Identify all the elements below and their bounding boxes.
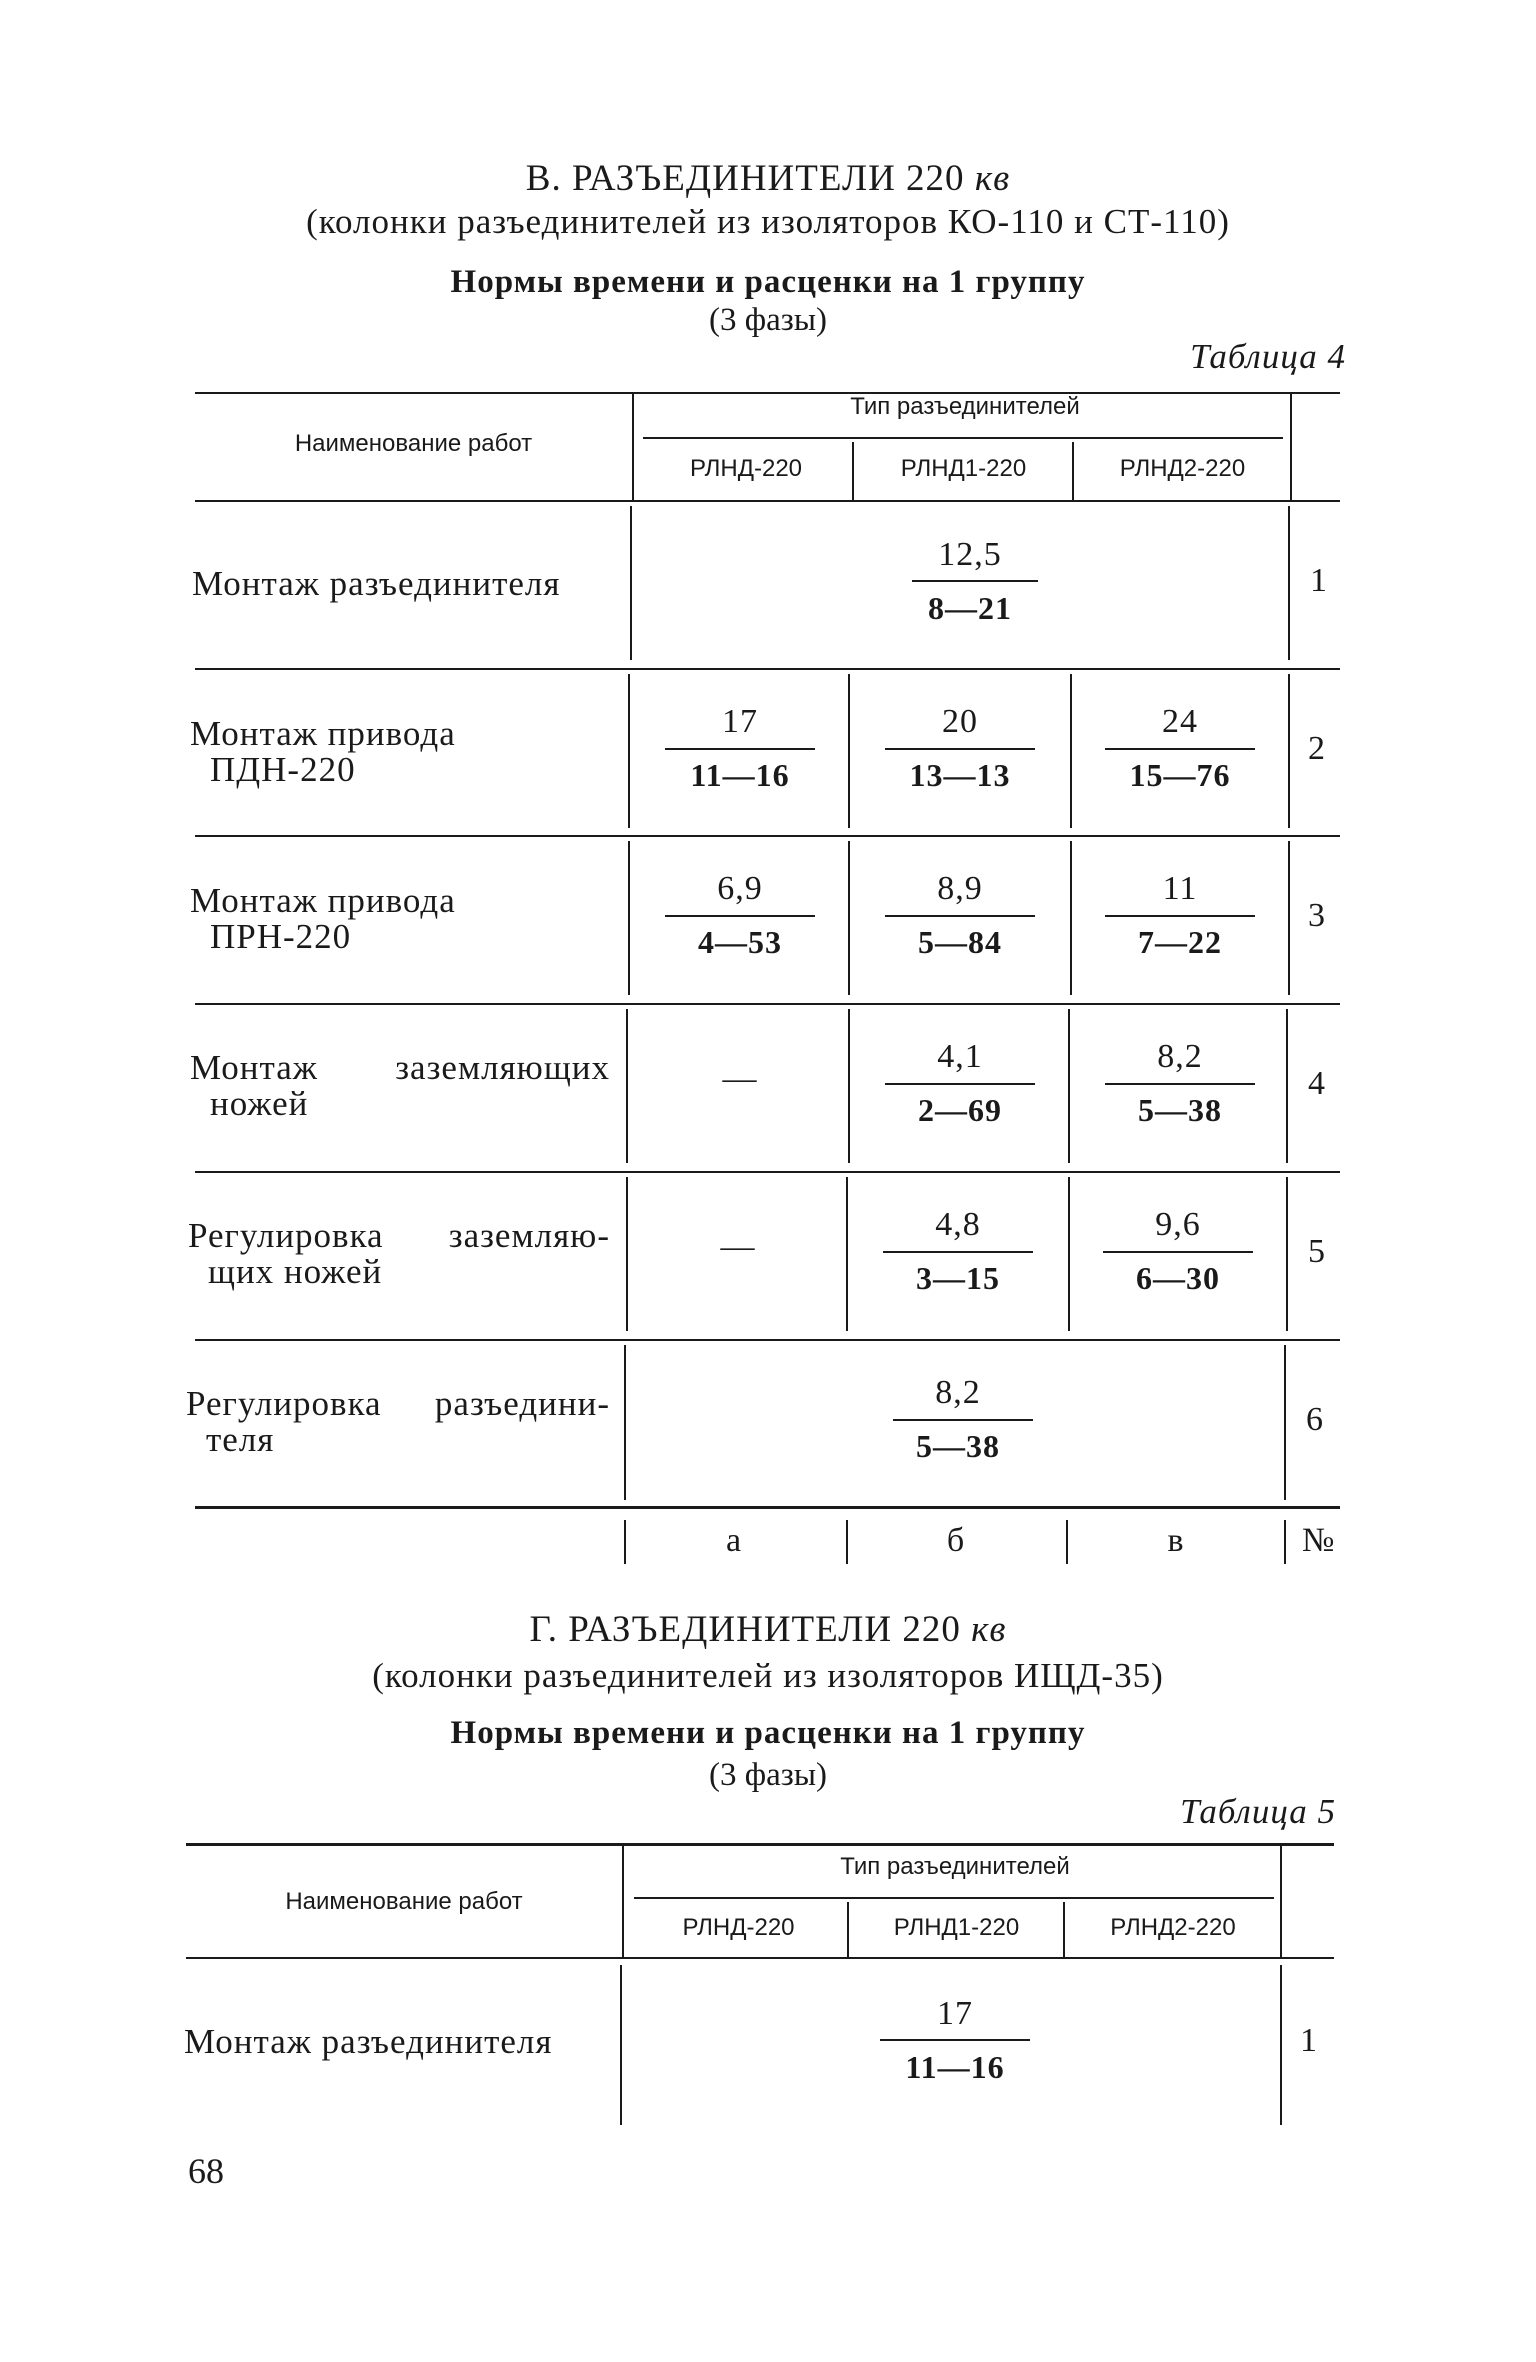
column-letter: в	[1167, 1522, 1185, 1559]
page-number: 68	[188, 2151, 224, 2191]
section-g-phases: (3 фазы)	[709, 1757, 827, 1793]
rate-denominator: 11—16	[690, 757, 790, 793]
section-v-title: В. РАЗЪЕДИНИТЕЛИ 220 кв	[525, 158, 1011, 199]
rate-numerator: 8,9	[937, 870, 983, 907]
table-4-label: Таблица 4	[1190, 337, 1346, 376]
column-header-type: Тип разъединителей	[840, 1853, 1070, 1880]
rate-denominator: 2—69	[918, 1092, 1002, 1128]
row-number: 1	[1310, 562, 1327, 599]
rate-denominator: 5—38	[916, 1428, 1000, 1464]
rate-denominator: 3—15	[916, 1260, 1000, 1296]
work-name: Регулировка разъедини- теля	[186, 1384, 610, 1459]
section-v-norms: Нормы времени и расценки на 1 группу	[450, 264, 1086, 300]
rate-denominator: 5—38	[1138, 1092, 1222, 1128]
type-header-rlnd1: РЛНД1-220	[900, 455, 1027, 482]
row-number: 3	[1308, 897, 1325, 934]
rate-denominator: 13—13	[909, 757, 1011, 793]
rate-numerator: 12,5	[938, 536, 1002, 573]
empty-dash: —	[722, 1060, 758, 1097]
rate-denominator: 15—76	[1129, 757, 1231, 793]
type-header-rlnd1: РЛНД1-220	[893, 1914, 1020, 1941]
rate-denominator: 5—84	[918, 924, 1002, 960]
column-header-type: Тип разъединителей	[850, 393, 1080, 420]
rate-numerator: 8,2	[935, 1374, 981, 1411]
rate-denominator: 11—16	[905, 2049, 1005, 2085]
work-name: Регулировка заземляю- щих ножей	[188, 1216, 610, 1291]
table-5-label: Таблица 5	[1180, 1792, 1336, 1831]
rate-numerator: 17	[722, 703, 758, 740]
column-letter: б	[946, 1522, 966, 1559]
rate-numerator: 6,9	[717, 870, 763, 907]
work-name: Монтаж разъединителя	[192, 564, 561, 603]
rate-numerator: 24	[1162, 703, 1198, 740]
rate-denominator: 7—22	[1138, 924, 1222, 960]
type-header-rlnd: РЛНД-220	[689, 455, 803, 482]
rate-numerator: 8,2	[1157, 1038, 1203, 1075]
rate-numerator: 4,8	[935, 1206, 981, 1243]
rate-denominator: 8—21	[928, 590, 1012, 626]
section-v-subtitle: (колонки разъединителей из изоляторов КО-110 и СТ-110)	[306, 202, 1230, 241]
type-header-rlnd: РЛНД-220	[682, 1914, 795, 1941]
row-number: 5	[1308, 1233, 1325, 1270]
column-header-work: Наименование работ	[285, 1888, 523, 1915]
row-number: 4	[1308, 1065, 1325, 1102]
work-name: Монтаж заземляющих ножей	[190, 1048, 610, 1123]
section-g-subtitle: (колонки разъединителей из изоляторов ИЩД-35)	[372, 1656, 1164, 1695]
column-number-sign: №	[1302, 1522, 1336, 1559]
section-g-title: Г. РАЗЪЕДИНИТЕЛИ 220 кв	[529, 1609, 1007, 1650]
rate-numerator: 17	[937, 1995, 973, 2032]
row-number: 1	[1300, 2022, 1317, 2059]
work-name: Монтаж привода ПРН-220	[190, 881, 456, 956]
rate-numerator: 4,1	[937, 1038, 983, 1075]
empty-dash: —	[720, 1228, 756, 1265]
type-header-rlnd2: РЛНД2-220	[1110, 1914, 1236, 1941]
row-number: 2	[1308, 730, 1325, 767]
section-g-norms: Нормы времени и расценки на 1 группу	[450, 1715, 1086, 1751]
column-header-work: Наименование работ	[294, 430, 533, 457]
rate-denominator: 4—53	[698, 924, 782, 960]
rate-numerator: 11	[1162, 870, 1198, 907]
rate-denominator: 6—30	[1136, 1260, 1220, 1296]
section-v-phases: (3 фазы)	[709, 302, 827, 338]
work-name: Монтаж привода ПДН-220	[190, 714, 456, 789]
column-letter: а	[725, 1522, 743, 1559]
type-header-rlnd2: РЛНД2-220	[1119, 455, 1246, 482]
work-name: Монтаж разъединителя	[184, 2022, 553, 2061]
row-number: 6	[1306, 1401, 1323, 1438]
rate-numerator: 20	[942, 703, 978, 740]
rate-numerator: 9,6	[1155, 1206, 1201, 1243]
